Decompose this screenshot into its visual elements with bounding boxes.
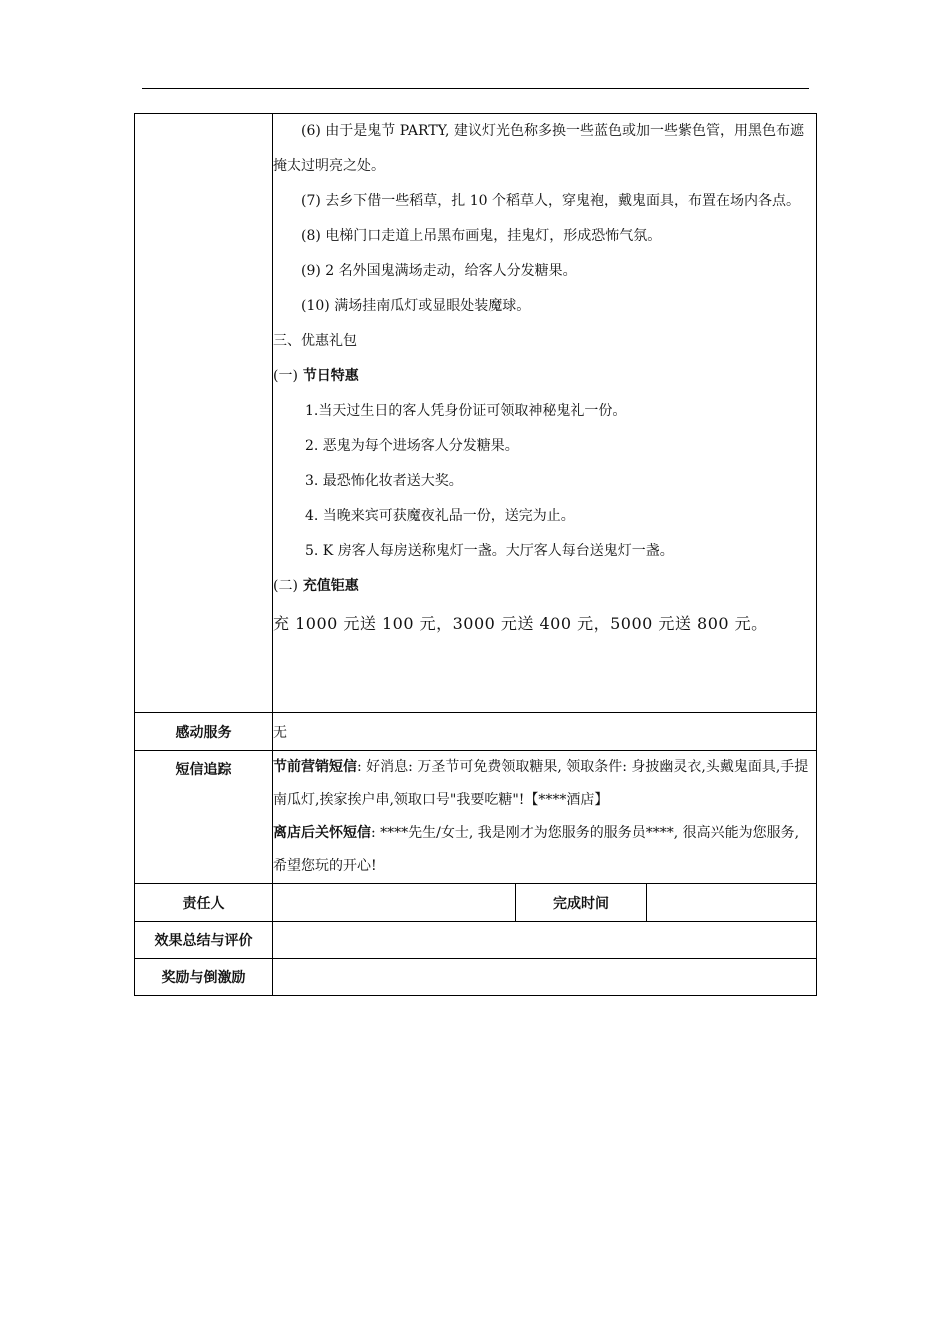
time-label: 完成时间 bbox=[516, 884, 647, 922]
time-value bbox=[647, 884, 817, 922]
sms-pre-holiday bbox=[273, 751, 816, 817]
plan-table bbox=[134, 113, 817, 996]
offer-3: 3. 最恐怖化妆者送大奖。 bbox=[305, 473, 463, 489]
recharge-offer: 充 1000 元送 100 元，3000 元送 400 元，5000 元送 800 元。 bbox=[273, 614, 768, 633]
sub-heading-1-num: (一) bbox=[273, 368, 298, 384]
item-9: (9) 2 名外国鬼满场走动，给客人分发糖果。 bbox=[301, 263, 577, 279]
content-row bbox=[135, 114, 817, 713]
offer-1: 1.当天过生日的客人凭身份证可领取神秘鬼礼一份。 bbox=[305, 403, 627, 419]
section-title: 三、优惠礼包 bbox=[273, 333, 357, 349]
item-6: (6) 由于是鬼节 PARTY, 建议灯光色称多换一些蓝色或加一些紫色管，用黑色布遮掩太过明亮之处。 bbox=[273, 123, 804, 174]
content-cell bbox=[273, 114, 817, 713]
reward-value bbox=[273, 959, 817, 996]
owner-value bbox=[273, 884, 516, 922]
sms-label: 短信追踪 bbox=[135, 751, 273, 884]
sub-heading-1 bbox=[273, 359, 816, 394]
offer-5: 5. K 房客人每房送称鬼灯一盏。大厅客人每台送鬼灯一盏。 bbox=[305, 543, 674, 559]
owner-label: 责任人 bbox=[135, 884, 273, 922]
sub-heading-1-title: 节日特惠 bbox=[302, 368, 359, 384]
item-7: (7) 去乡下借一些稻草，扎 10 个稻草人，穿鬼袍，戴鬼面具，布置在场内各点。 bbox=[301, 193, 800, 209]
service-value: 无 bbox=[273, 713, 817, 751]
offer-2: 2. 恶鬼为每个进场客人分发糖果。 bbox=[305, 438, 519, 454]
service-row bbox=[135, 713, 817, 751]
reward-label: 奖励与倒激励 bbox=[135, 959, 273, 996]
summary-row bbox=[135, 922, 817, 959]
sub-heading-2-num: (二) bbox=[273, 578, 298, 594]
sms-pre-label: 节前营销短信 bbox=[273, 759, 357, 775]
summary-label: 效果总结与评价 bbox=[135, 922, 273, 959]
offer-4: 4. 当晚来宾可获魔夜礼品一份，送完为止。 bbox=[305, 508, 575, 524]
sms-post-text: : ****先生/女士, 我是刚才为您服务的服务员****, 很高兴能为您服务, 希望您玩的开心! bbox=[273, 825, 800, 874]
sms-content bbox=[273, 751, 817, 884]
sub-heading-2 bbox=[273, 569, 816, 604]
sms-pre-text: : 好消息: 万圣节可免费领取糖果, 领取条件: 身披幽灵衣,头戴鬼面具,手提南瓜灯,挨家挨户串,领取口号"我要吃糖"!【****酒店】 bbox=[273, 759, 809, 808]
item-10: (10) 满场挂南瓜灯或显眼处装魔球。 bbox=[301, 298, 531, 314]
header-rule bbox=[142, 88, 809, 89]
reward-row bbox=[135, 959, 817, 996]
sms-row bbox=[135, 751, 817, 884]
item-8: (8) 电梯门口走道上吊黑布画鬼，挂鬼灯，形成恐怖气氛。 bbox=[301, 228, 662, 244]
sub-heading-2-title: 充值钜惠 bbox=[302, 578, 359, 594]
sms-post-visit bbox=[273, 817, 816, 883]
owner-row bbox=[135, 884, 817, 922]
content-row-label bbox=[135, 114, 273, 713]
summary-value bbox=[273, 922, 817, 959]
sms-post-label: 离店后关怀短信 bbox=[273, 825, 371, 841]
service-label: 感动服务 bbox=[135, 713, 273, 751]
